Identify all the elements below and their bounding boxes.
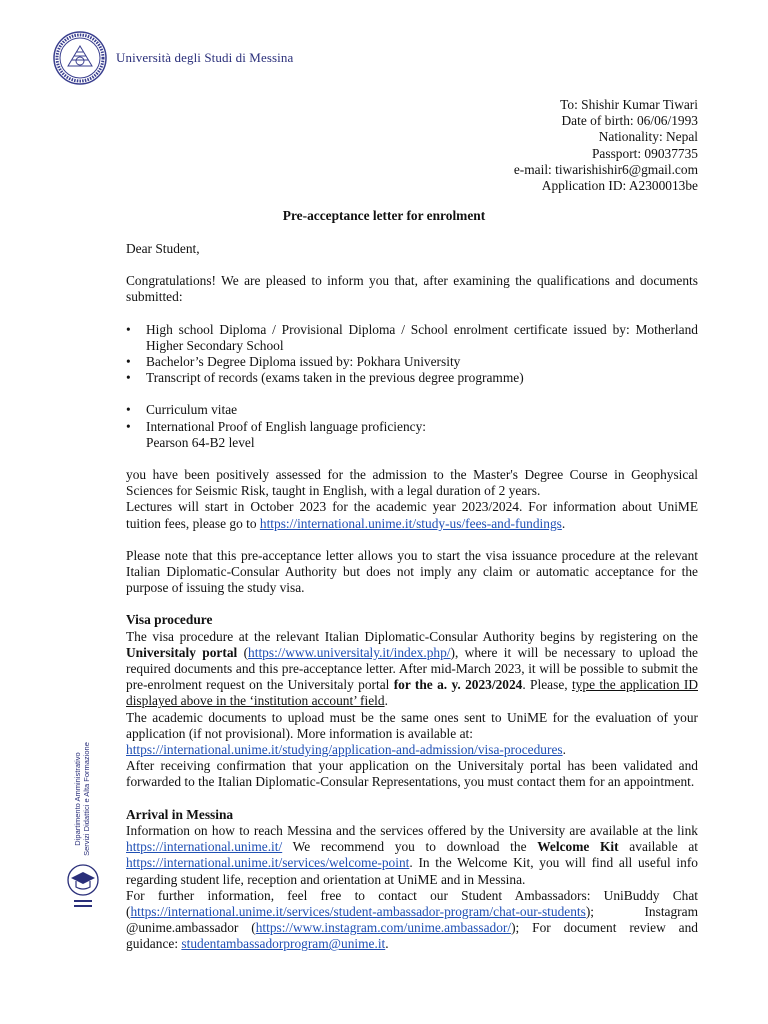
text: Information on how to reach Messina and the services offered by the University are available at the link xyxy=(126,822,698,838)
instagram-link[interactable]: https://www.instagram.com/unime.ambassador/ xyxy=(255,920,512,936)
letter-title: Pre-acceptance letter for enrolment xyxy=(282,208,486,223)
text: We recommend you to download the xyxy=(282,839,538,855)
arrival-paragraph-1 xyxy=(126,823,698,888)
text: ), where it will be necessary to upload the required documents and this pre-acceptance letter. After mid-March 2023, it will be possible to submit the pre-enrolment request on the Universitaly portal xyxy=(126,644,698,693)
visa-heading: Visa procedure xyxy=(126,612,213,628)
text: available at xyxy=(618,839,698,855)
list-item: • Bachelor’s Degree Diploma issued by: Pokhara University xyxy=(126,354,698,370)
visa-note-paragraph: Please note that this pre-acceptance letter allows you to start the visa issuance procedure at the relevant Italian Diplomatic-Consular Authority but does not imply any claim or automatic acceptance for the purpose of issuing the study visa. xyxy=(126,547,698,596)
text-bold: for the a. y. 2023/2024 xyxy=(393,677,523,693)
period: . xyxy=(385,936,389,952)
text: . In the Welcome Kit, you will find all useful info regarding student life, reception and orientation at UniME and in Messina. xyxy=(126,855,698,887)
text: ); For document review and guidance: xyxy=(126,920,698,952)
text-underlined: type the application ID displayed above in the ‘institution account’ field xyxy=(126,677,698,709)
list-item: • Transcript of records (exams taken in the previous degree programme) xyxy=(126,370,698,386)
documents-list-2 xyxy=(126,402,698,434)
period: . xyxy=(561,515,566,531)
letter-body xyxy=(126,241,698,953)
department-line-2: Servizi Didattici e Alta Formazione xyxy=(82,742,91,856)
visa-procedures-line xyxy=(126,742,698,758)
text-bold: Universitaly portal xyxy=(126,644,238,660)
recipient-details xyxy=(514,97,698,194)
welcome-kit-label: Welcome Kit xyxy=(537,839,619,855)
recipient-email: e-mail: tiwarishishir6@gmail.com xyxy=(513,161,698,177)
visa-procedures-link[interactable]: https://international.unime.it/studying/application-and-admission/visa-procedures xyxy=(126,742,563,758)
salutation: Dear Student, xyxy=(126,241,200,256)
list-item: • International Proof of English language proficiency: xyxy=(126,419,698,435)
department-mark xyxy=(62,720,102,920)
list-item: • High school Diploma / Provisional Diploma / School enrolment certificate issued by: Motherland Higher Secondary School xyxy=(126,322,698,354)
recipient-name: To: Shishir Kumar Tiwari xyxy=(560,97,698,112)
department-line-1: Dipartimento Amministrativo xyxy=(73,752,82,846)
english-level: Pearson 64-B2 level xyxy=(146,434,255,450)
universitaly-link[interactable]: https://www.universitaly.it/index.php/ xyxy=(248,644,451,660)
text: ( xyxy=(237,644,249,660)
chat-link[interactable]: https://international.unime.it/services/student-ambassador-program/chat-our-students xyxy=(130,903,586,919)
documents-list-1 xyxy=(126,322,698,387)
recipient-nationality: Nationality: Nepal xyxy=(598,129,698,145)
intro-paragraph: Congratulations! We are pleased to inform you that, after examining the qualifications and documents submitted: xyxy=(126,273,698,305)
visa-paragraph-2: The academic documents to upload must be the same ones sent to UniME for the evaluation of your application (if not provisional). More information is available at: xyxy=(126,709,698,741)
welcome-point-link[interactable]: https://international.unime.it/services/welcome-point xyxy=(126,855,410,871)
department-logo-icon xyxy=(66,860,100,914)
university-name: Università degli Studi di Messina xyxy=(116,50,294,65)
visa-paragraph-3: After receiving confirmation that your application on the Universitaly portal has been validated and forwarded to the Italian Diplomatic-Consular Representations, you must contact them for an appointment. xyxy=(126,758,698,790)
text: For further information, feel free to contact our Student Ambassadors: UniBuddy Chat ( xyxy=(126,887,698,919)
fees-link[interactable]: https://international.unime.it/study-us/fees-and-fundings xyxy=(259,515,562,531)
recipient-application-id: Application ID: A2300013be xyxy=(541,178,698,194)
text: ); Instagram @unime.ambassador ( xyxy=(126,903,698,936)
arrival-paragraph-2 xyxy=(126,888,698,953)
visa-paragraph-1 xyxy=(126,629,698,710)
recipient-passport: Passport: 09037735 xyxy=(591,145,698,161)
arrival-heading: Arrival in Messina xyxy=(126,806,234,822)
university-seal-logo xyxy=(52,30,108,86)
assessment-paragraph: you have been positively assessed for the admission to the Master's Degree Course in Geophysical Sciences for Seismic Risk, taught in English, with a legal duration of 2 years. xyxy=(126,467,698,499)
period: . xyxy=(562,742,566,758)
list-item: • Curriculum vitae xyxy=(126,402,698,418)
international-link[interactable]: https://international.unime.it/ xyxy=(126,839,283,855)
recipient-dob: Date of birth: 06/06/1993 xyxy=(561,113,698,129)
department-label xyxy=(73,719,91,879)
email-link[interactable]: studentambassadorprogram@unime.it xyxy=(181,936,386,952)
text: The visa procedure at the relevant Italian Diplomatic-Consular Authority begins by registering on the xyxy=(126,628,698,644)
lectures-text: Lectures will start in October 2023 for the academic year 2023/2024. For information about UniME tuition fees, please go to xyxy=(126,499,698,531)
text: . Please, xyxy=(522,677,572,693)
text: . xyxy=(384,693,388,709)
lectures-paragraph xyxy=(126,499,698,531)
